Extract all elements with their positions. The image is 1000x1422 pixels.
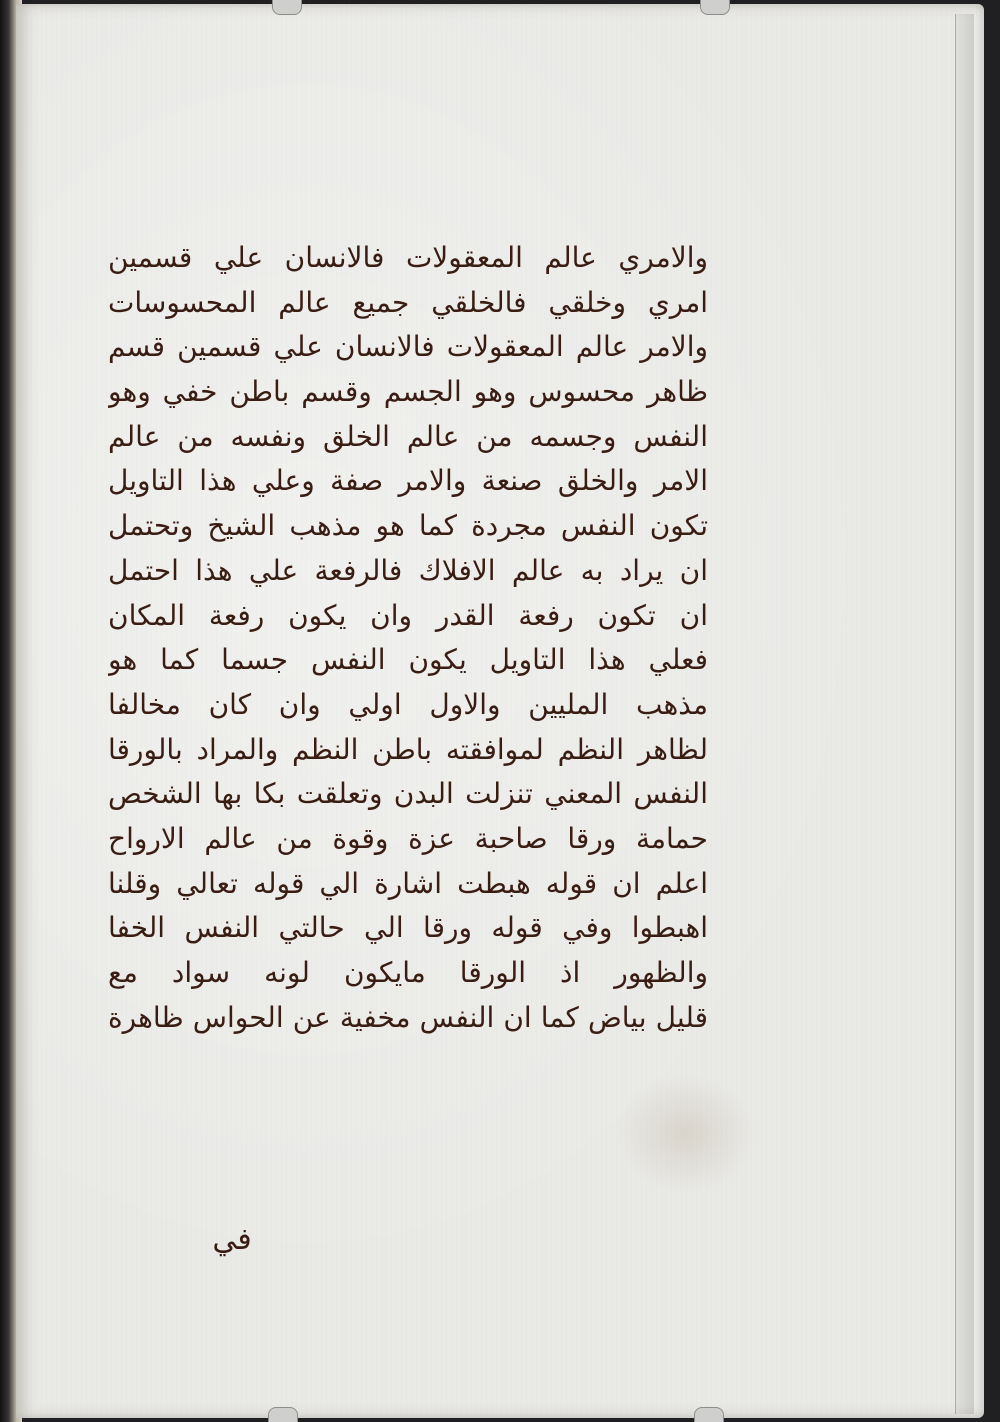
main-text-block xyxy=(108,236,708,1040)
text-line: قليل بياض كما ان النفس مخفية عن الحواس ظاهرة xyxy=(108,1000,708,1034)
text-line: مذهب المليين والاول اولي وان كان مخالفا xyxy=(108,687,708,721)
page-edge xyxy=(955,14,974,1414)
text-line: ظاهر محسوس وهو الجسم وقسم باطن خفي وهو xyxy=(108,375,708,409)
text-line: اهبطوا وفي قوله ورقا الي حالتي النفس الخفا xyxy=(108,911,708,945)
text-line: تكون النفس مجردة كما هو مذهب الشيخ وتحتمل xyxy=(108,509,708,543)
text-line: ان تكون رفعة القدر وان يكون رفعة المكان xyxy=(108,598,708,632)
manuscript-page xyxy=(16,4,984,1418)
top-clip-right xyxy=(700,0,730,15)
text-line: النفس وجسمه من عالم الخلق ونفسه من عالم xyxy=(108,419,708,453)
bottom-clip-right xyxy=(694,1407,724,1422)
text-line: النفس المعني تنزلت البدن وتعلقت بكا بها الشخص xyxy=(108,777,708,811)
text-line: ان يراد به عالم الافلاك فالرفعة علي هذا احتمل xyxy=(108,553,708,587)
bottom-clip-left xyxy=(268,1407,298,1422)
text-line: حمامة ورقا صاحبة عزة وقوة من عالم الارواح xyxy=(108,821,708,855)
text-line: الامر والخلق صنعة والامر صفة وعلي هذا التاويل xyxy=(108,464,708,498)
top-clip-left xyxy=(272,0,302,15)
text-line: والظهور اذ الورقا مايكون لونه سواد مع xyxy=(108,956,708,989)
text-line: لظاهر النظم لموافقته باطن النظم والمراد بالورقا xyxy=(108,732,708,766)
paper-stain xyxy=(616,1074,756,1194)
text-line: والامر عالم المعقولات فالانسان علي قسمين قسم xyxy=(108,330,708,364)
text-line: فعلي هذا التاويل يكون النفس جسما كما هو xyxy=(108,643,708,677)
text-line: امري وخلقي فالخلقي جميع عالم المحسوسات xyxy=(108,285,708,319)
text-line: اعلم ان قوله هبطت اشارة الي قوله تعالي وقلنا xyxy=(108,866,708,900)
text-line: والامري عالم المعقولات فالانسان علي قسمين xyxy=(108,241,708,274)
catchword: في xyxy=(212,1222,252,1257)
